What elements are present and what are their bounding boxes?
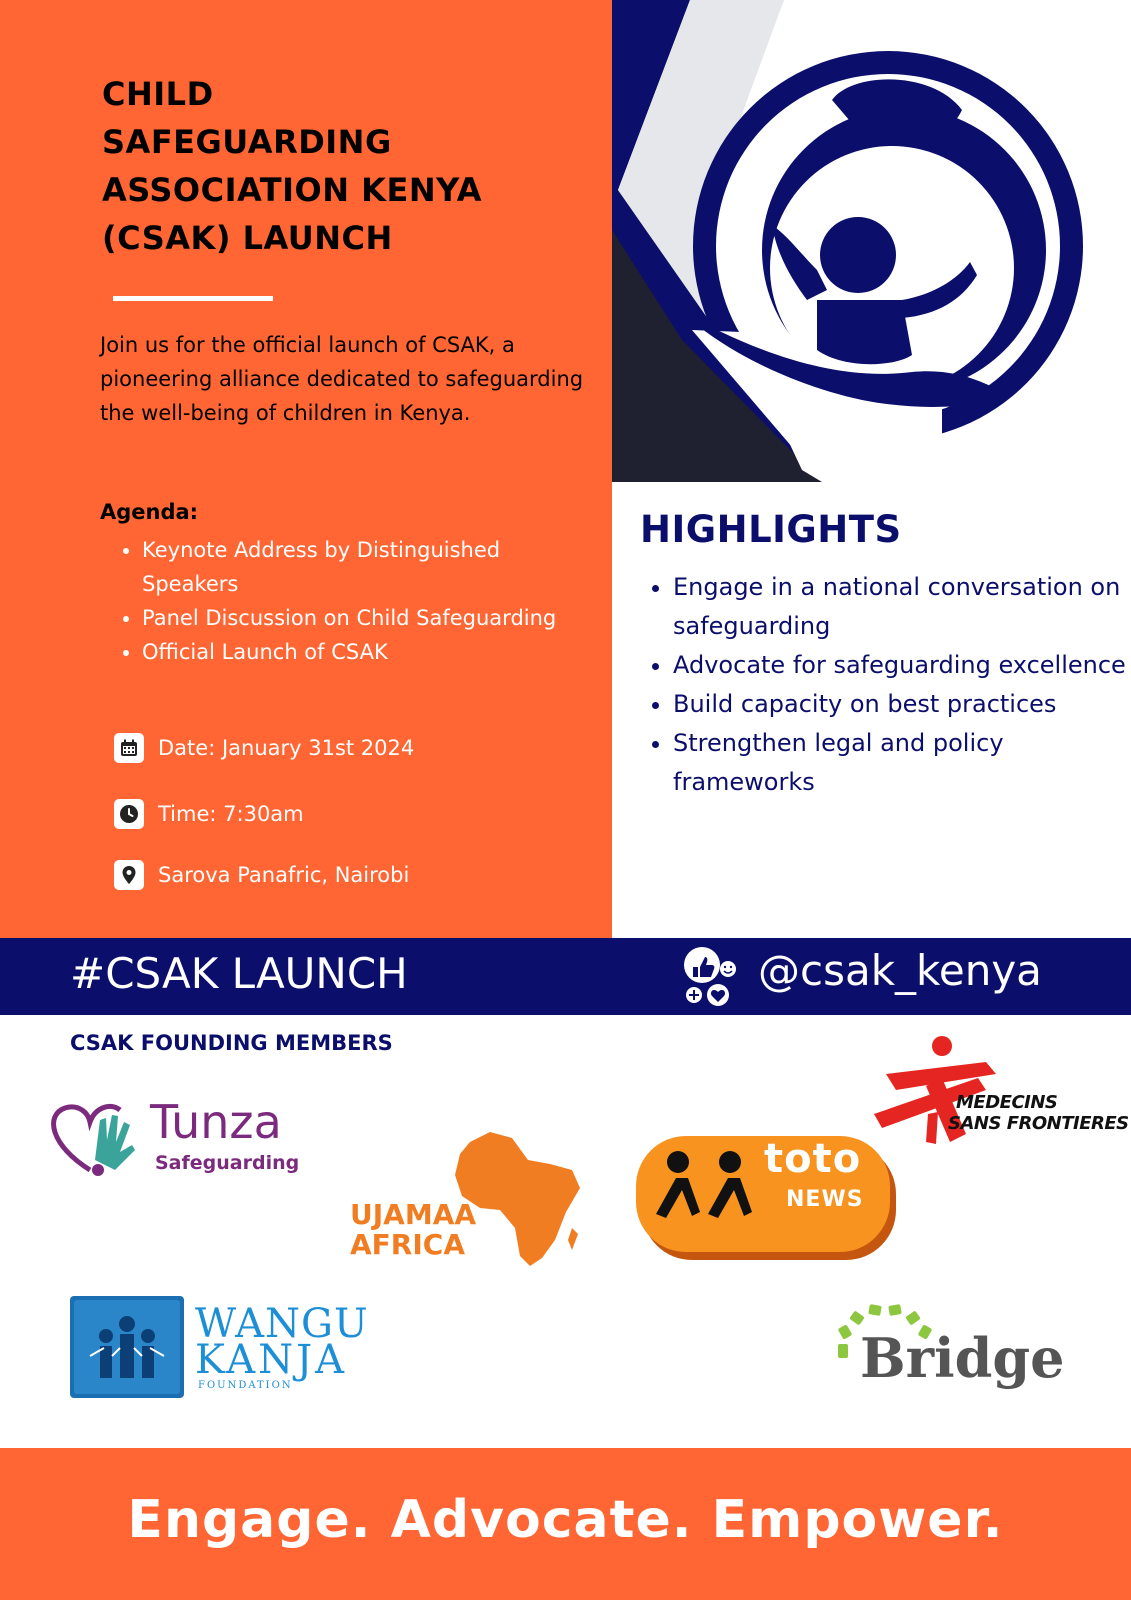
ujamaa-africa-logo	[350, 1130, 590, 1270]
highlight-item: • Advocate for safeguarding excellence	[673, 646, 1128, 685]
location-pin-icon	[114, 860, 144, 890]
event-date-row	[114, 731, 414, 765]
event-time-row	[114, 797, 304, 831]
calendar-icon	[114, 733, 144, 763]
clock-icon	[114, 799, 144, 829]
tunza-logo-subtext: Safeguarding	[155, 1152, 300, 1174]
social-handle: @csak_kenya	[758, 946, 1042, 995]
highlight-item: • Engage in a national conversation on safeguarding	[673, 568, 1128, 646]
toto-logo-text: toto	[764, 1136, 862, 1182]
msf-logo	[866, 1034, 1128, 1158]
highlights-heading: HIGHLIGHTS	[640, 508, 902, 551]
founding-members-heading: CSAK FOUNDING MEMBERS	[70, 1031, 393, 1055]
csak-logo	[612, 0, 1131, 482]
highlights-list	[640, 568, 1128, 802]
title-divider	[113, 296, 273, 301]
csak-logo-block	[612, 0, 1131, 482]
hashtag: #CSAK LAUNCH	[70, 949, 408, 998]
agenda-list	[100, 533, 580, 669]
ujamaa-logo-text: UJAMAA	[350, 1198, 477, 1231]
bridge-logo	[836, 1300, 1086, 1400]
highlight-item: • Build capacity on best practices	[673, 685, 1128, 724]
wangu-logo-foundation: FOUNDATION	[198, 1380, 293, 1391]
toto-logo-subtext: NEWS	[786, 1187, 864, 1212]
event-date: Date: January 31st 2024	[158, 736, 415, 760]
ujamaa-logo-subtext: AFRICA	[350, 1228, 465, 1261]
agenda-heading: Agenda:	[100, 500, 199, 524]
toto-news-logo	[636, 1132, 902, 1266]
msf-logo-text: MEDECINS	[956, 1092, 1058, 1113]
agenda-item: • Panel Discussion on Child Safeguarding	[142, 601, 580, 635]
wangu-logo-subtext: KANJA	[195, 1337, 348, 1383]
event-intro: Join us for the official launch of CSAK, a pioneering alliance dedicated to safeguarding the well-being of children in Kenya.	[100, 333, 584, 425]
wangu-logo-text: WANGU	[195, 1301, 369, 1347]
tunza-logo-text: Tunza	[150, 1095, 282, 1149]
event-venue-row	[114, 858, 409, 892]
social-reactions-icon	[682, 945, 744, 1007]
event-title: CHILD SAFEGUARDING ASSOCIATION KENYA (CSAK) LAUNCH	[102, 75, 482, 257]
msf-logo-subtext: SANS FRONTIERES	[948, 1113, 1129, 1134]
tagline: Engage. Advocate. Empower.	[127, 1490, 1004, 1550]
highlight-item: • Strengthen legal and policy frameworks	[673, 724, 1128, 802]
tunza-logo	[40, 1090, 310, 1190]
agenda-item: • Keynote Address by Distinguished Speakers	[142, 533, 580, 601]
wangu-kanja-logo	[70, 1296, 390, 1398]
agenda-item: • Official Launch of CSAK	[142, 635, 580, 669]
event-time: Time: 7:30am	[158, 802, 304, 826]
event-venue: Sarova Panafric, Nairobi	[158, 863, 410, 887]
bridge-logo-text: Bridge	[860, 1326, 1065, 1390]
